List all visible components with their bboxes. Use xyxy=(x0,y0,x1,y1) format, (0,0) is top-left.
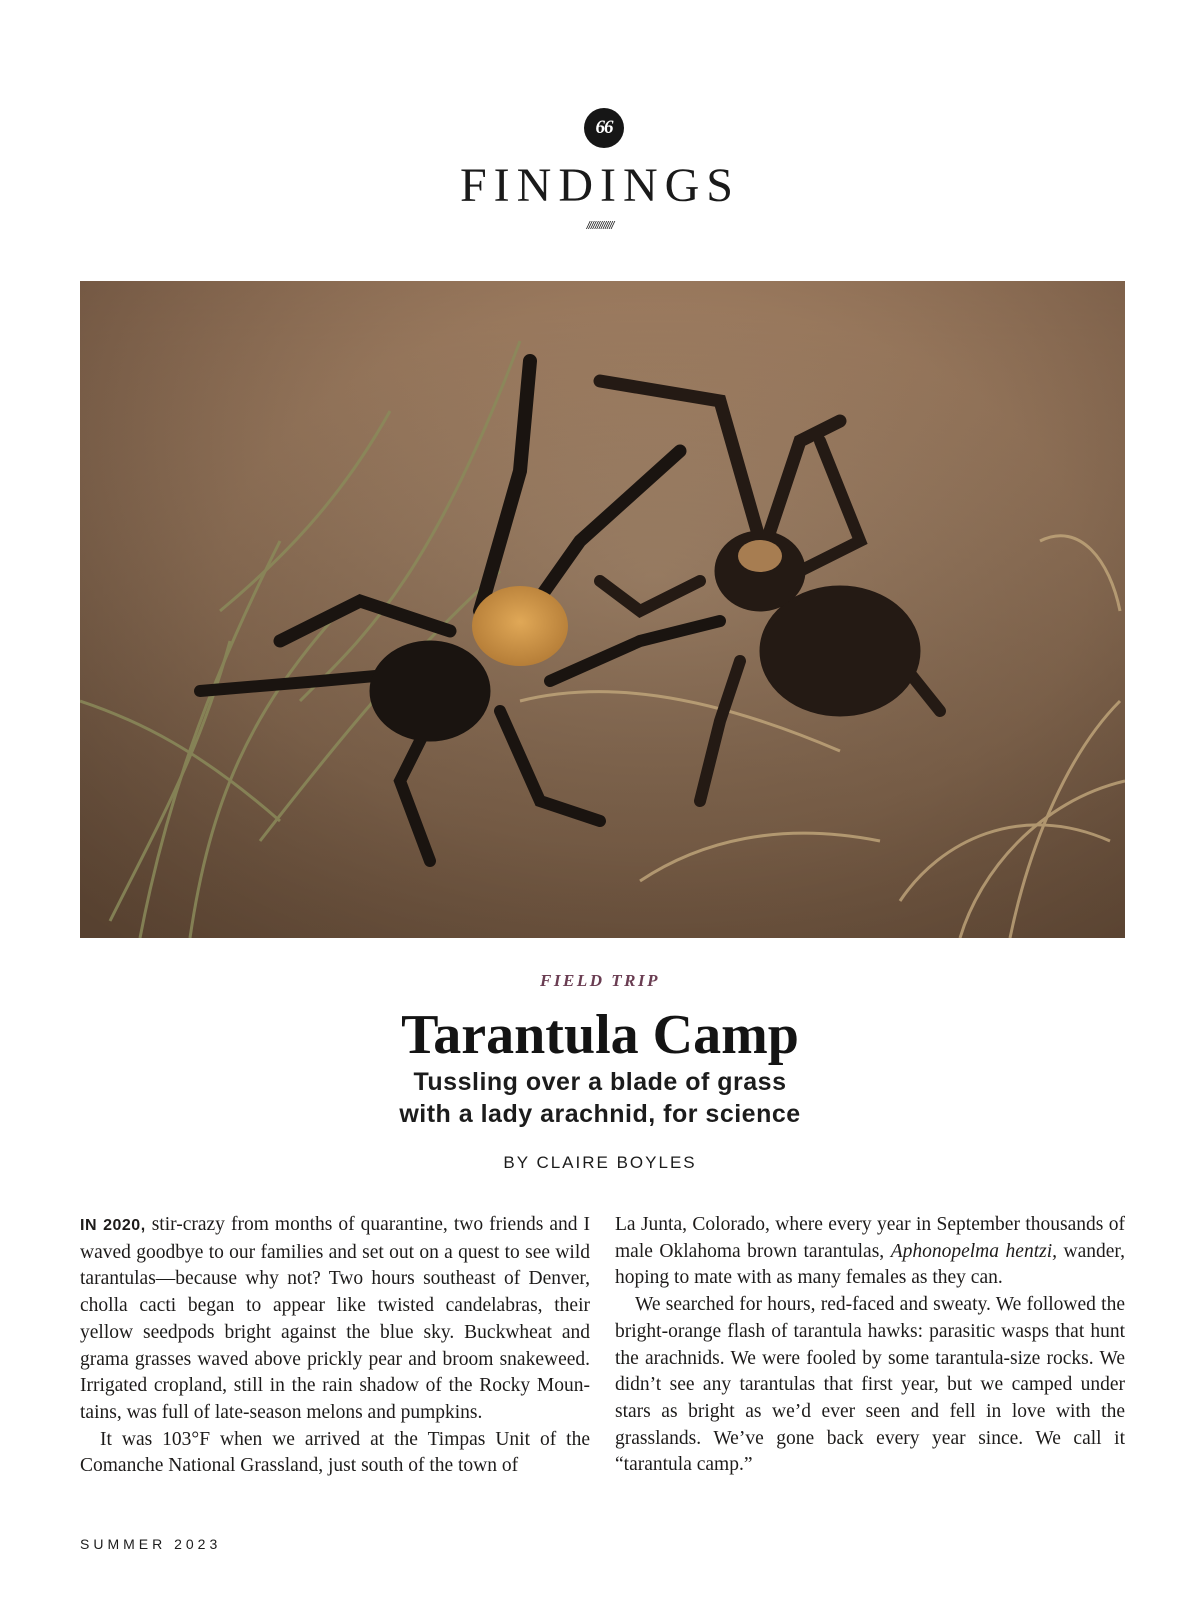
article-dek-line: with a lady arachnid, for science xyxy=(399,1100,801,1128)
paragraph-text: wander, hoping to mate with as many females as they can. xyxy=(615,1240,1125,1289)
article-kicker: FIELD TRIP xyxy=(540,971,660,990)
article-dek xyxy=(0,1066,1200,1130)
section-rule: ///////////// xyxy=(586,220,614,232)
section-title: FINDINGS xyxy=(459,159,740,212)
paragraph xyxy=(80,1212,590,1427)
article-dek-line: Tussling over a blade of grass xyxy=(413,1068,787,1096)
lead-in: IN 2020, xyxy=(80,1217,146,1234)
paragraph-text: La Junta, Colorado, where every year in September thousands of male Oklahoma brown tarantulas, xyxy=(615,1214,1125,1262)
tarantula-photo-illustration xyxy=(80,281,1125,938)
species-name: Aphonopelma hentzi, xyxy=(890,1240,1057,1262)
issue-footer: SUMMER 2023 xyxy=(80,1536,222,1552)
paragraph-text: stir-crazy from months of quarantine, two friends and I waved goodbye to our families and set out on a quest to see wild tarantulas—because why not? Two hours southeast of Denver, cholla cacti began to appear like twisted candelabras, their yellow seedpods bright against the blue sky. Buckwheat and grama grasses waved above prickly pear and broom snakeweed. Irrigated cropland, still in the rain shadow of the Rocky Mountains, was full of late-season melons and pumpkins. xyxy=(80,1214,590,1423)
article-column-left xyxy=(80,1212,590,1480)
paragraph xyxy=(615,1212,1125,1292)
article-byline: BY CLAIRE BOYLES xyxy=(503,1153,697,1172)
tarantula-photo xyxy=(80,281,1125,938)
page-number: 66 xyxy=(595,117,613,138)
article-column-right xyxy=(615,1212,1125,1479)
article-title: Tarantula Camp xyxy=(401,1004,799,1066)
page-number-badge xyxy=(584,108,624,148)
paragraph: We searched for hours, red-faced and sweaty. We followed the bright-orange flash of tarantula hawks: parasitic wasps that hunt the arachnids. We were fooled by some tarantula-size rocks. We didn’t see any tarantulas that first year, but we camped under stars as bright as we’d ever seen and fell in love with the grasslands. We’ve gone back every year since. We call it “tarantula camp.” xyxy=(615,1294,1125,1476)
paragraph: It was 103°F when we arrived at the Timpas Unit of the Comanche National Grassland, just south of the town of xyxy=(80,1428,590,1477)
